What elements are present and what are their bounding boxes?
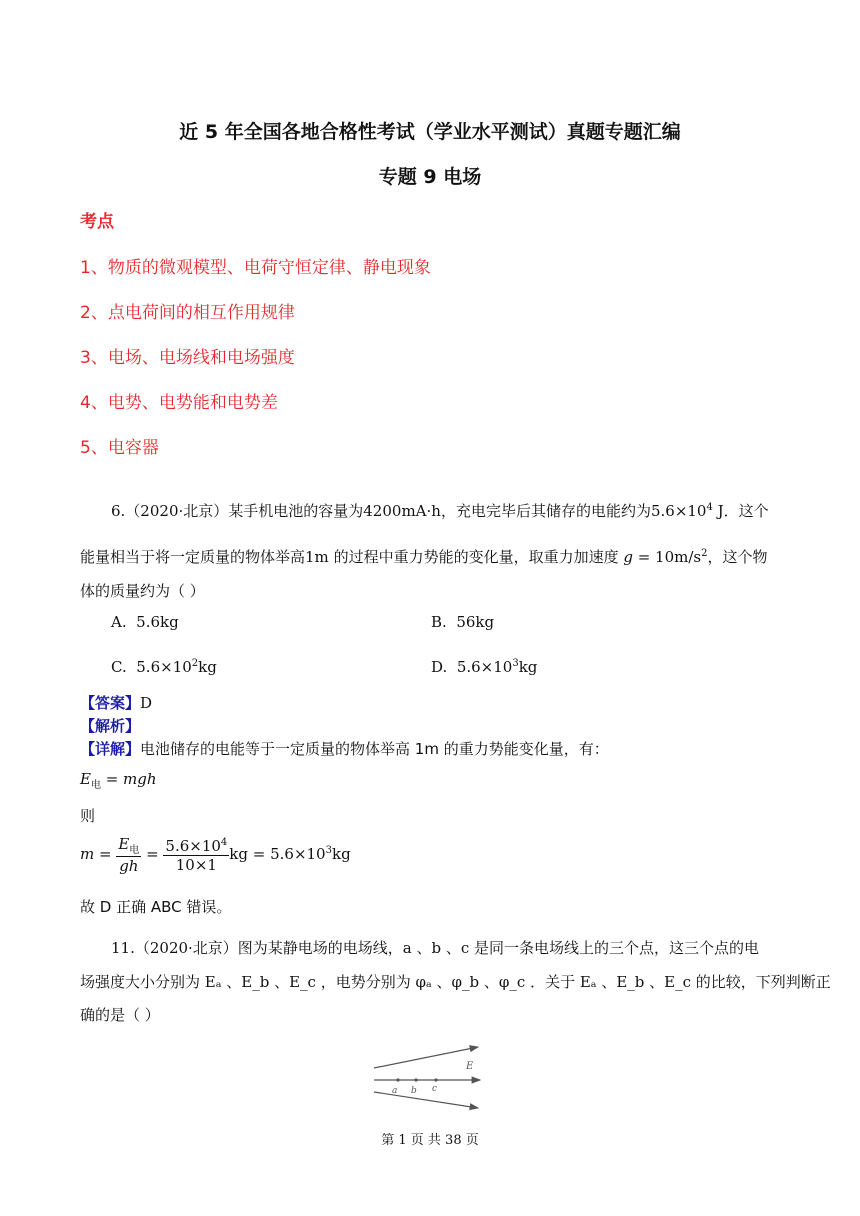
section-subtitle: 专题 9 电场 — [378, 166, 482, 188]
kaodian-item-3: 3、电场、电场线和电场强度 — [80, 348, 295, 368]
q6-ze: 则 — [80, 807, 96, 825]
q11-line-2: 场强度大小分别为 Eₐ 、E_b 、E_c ，电势分别为 φₐ 、φ_b 、φ_c ．关于 Eₐ 、E_b 、E_c 的比较，下列判断正 — [80, 973, 831, 991]
page-footer: 第 1 页 共 38 页 — [381, 1133, 479, 1148]
q6-line-2: 能量相当于将一定质量的物体举高1m 的过程中重力势能的变化量，取重力加速度 $g = 10m/s^2$，这个物 — [80, 548, 768, 566]
q6-analysis-tag: 【解析】 — [80, 717, 141, 735]
point-c-dot — [434, 1078, 437, 1081]
kaodian-item-4: 4、电势、电势能和电势差 — [80, 393, 278, 413]
electric-field-figure — [370, 1040, 490, 1112]
q6-answer: 【答案】D — [80, 694, 153, 712]
q6-detail: 【详解】电池储存的电能等于一定质量的物体举高 1m 的重力势能变化量，有： — [80, 740, 609, 758]
field-label-e: E — [466, 1061, 474, 1072]
point-b-label: b — [411, 1086, 417, 1096]
q11-line-3: 确的是（ ） — [80, 1006, 160, 1024]
point-a-label: a — [392, 1086, 398, 1096]
field-line-bottom — [374, 1092, 478, 1108]
q6-option-d: D. $5.6\times 10^3kg$ — [431, 658, 538, 676]
q6-line-1: 6.（2020·北京）某手机电池的容量为4200mA·h，充电完毕后其储存的电能约为$5.6\times 10^4$ J．这个 — [111, 502, 769, 520]
fraction-e-over-gh: $\frac{E_电}{gh}$ — [118, 835, 140, 875]
kaodian-item-5: 5、电容器 — [80, 438, 159, 458]
q6-option-c: C. $5.6\times 10^2kg$ — [111, 658, 217, 676]
point-a-dot — [396, 1078, 399, 1081]
field-line-top — [374, 1047, 478, 1068]
q6-line-3: 体的质量约为（ ） — [80, 582, 205, 600]
q6-option-a: A. 5.6kg — [111, 613, 179, 631]
kaodian-heading: 考点 — [80, 212, 114, 232]
q11-line-1: 11.（2020·北京）图为某静电场的电场线，a 、b 、c 是同一条电场线上的三个点，这三个点的电 — [111, 939, 760, 957]
q6-equation-2: m = $\frac{E_电}{gh}$ = $\frac{5.6\times 10^4}{10\times 1}$ kg = $5.6\times 10^3kg$ — [80, 835, 351, 875]
q6-conclusion: 故 D 正确 ABC 错误。 — [80, 898, 232, 916]
point-b-dot — [414, 1078, 417, 1081]
fraction-values: $\frac{5.6\times 10^4}{10\times 1}$ — [165, 836, 228, 874]
q6-option-b: B. 56kg — [431, 613, 495, 631]
document-title: 近 5 年全国各地合格性考试（学业水平测试）真题专题汇编 — [179, 121, 681, 143]
point-c-label: c — [432, 1084, 438, 1094]
q6-equation-1: $E_电$ = mgh — [80, 770, 157, 791]
kaodian-item-1: 1、物质的微观模型、电荷守恒定律、静电现象 — [80, 258, 431, 278]
kaodian-item-2: 2、点电荷间的相互作用规律 — [80, 303, 295, 323]
